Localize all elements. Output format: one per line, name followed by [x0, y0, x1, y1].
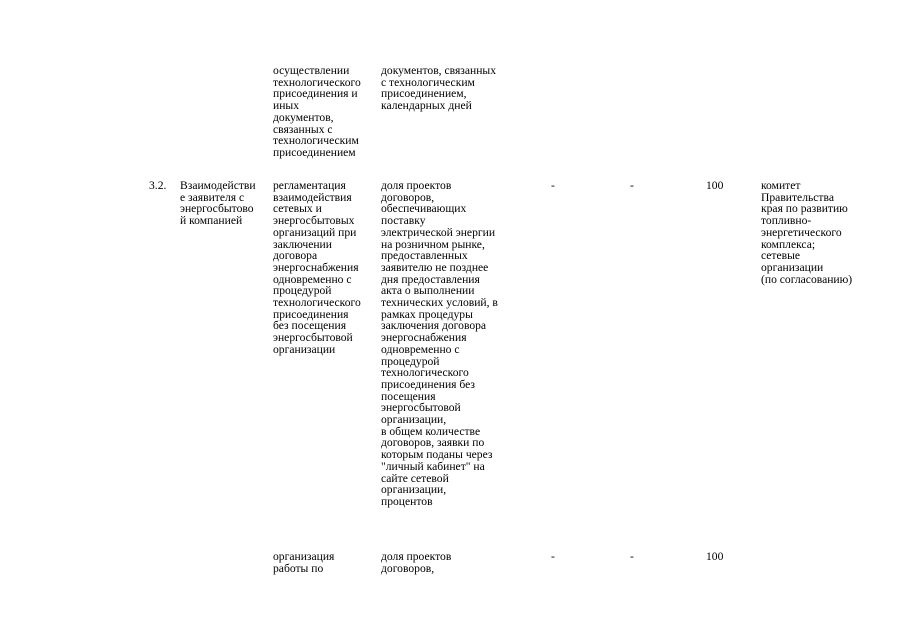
target-value-cell: 100 — [706, 550, 724, 563]
measure-cell: организация работы по — [273, 550, 335, 575]
indicator-cell: доля проектов договоров, — [381, 550, 452, 575]
responsible-cell: комитет Правительства края по развитию топливно- энергетического комплекса; сетевые организации (по согласованию) — [761, 179, 853, 286]
measure-cell: регламентация взаимодействия сетевых и энергосбытовых организаций при заключении договора энергоснабжения одновременно с процедурой технологического присоединения без посещения энергосбытовой организации — [273, 179, 361, 356]
measure-cell: осуществлении технологического присоединения и иных документов, связанных с технологическим присоединением — [273, 64, 361, 159]
value-2-cell: - — [630, 550, 634, 563]
value-1-cell: - — [551, 179, 555, 192]
target-value-cell: 100 — [706, 179, 724, 192]
value-1-cell: - — [551, 550, 555, 563]
value-2-cell: - — [630, 179, 634, 192]
indicator-cell: доля проектов договоров, обеспечивающих поставку электрической энергии на розничном рынке, предоставленных заявителю не позднее дня предоставления акта о выполнении технических условий, в рамках процедуры заключения договора энергоснабжения одновременно с процедурой технологического присоединения без посещения энергосбытовой организации, в общем количестве договоров, заявки по которым поданы через "личный кабинет" на сайте сетевой организации, процентов — [381, 179, 498, 508]
row-number: 3.2. — [149, 179, 167, 192]
name-cell: Взаимодействи е заявителя с энергосбытово й компанией — [180, 179, 256, 228]
indicator-cell: документов, связанных с технологическим присоединением, календарных дней — [381, 64, 496, 113]
